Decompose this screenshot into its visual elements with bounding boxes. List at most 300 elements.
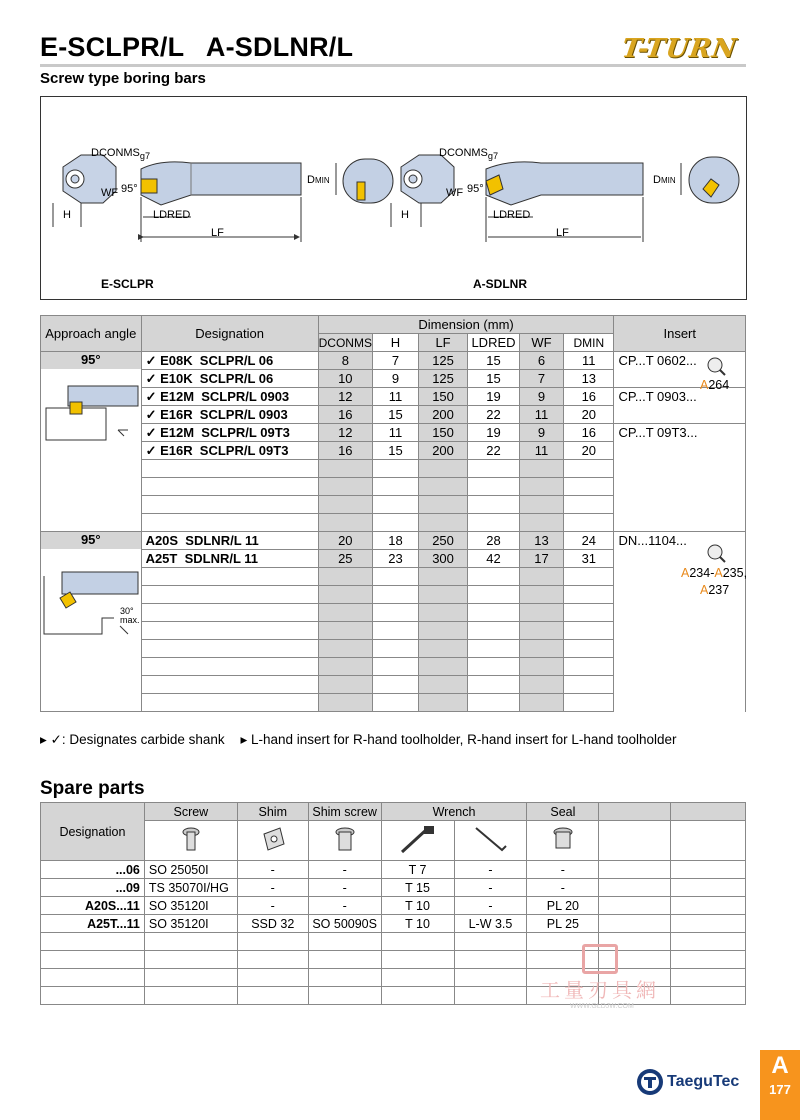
table-row (41, 370, 746, 388)
lf-cell (418, 622, 467, 640)
lf-cell: 125 (418, 352, 467, 370)
dconms-cell (318, 640, 372, 658)
spare-empty-cell (671, 951, 746, 969)
ldred-cell (468, 694, 520, 712)
dconms-cell: 12 (318, 424, 372, 442)
dim-lf-label: LF (211, 227, 224, 239)
wf-cell: 11 (519, 442, 563, 460)
lf-cell: 150 (418, 388, 467, 406)
dmin-cell (564, 568, 614, 586)
spare-empty-cell (671, 933, 746, 951)
dim-dmin-label: DMIN (307, 174, 330, 186)
spare-screw-cell: SO 35120I (144, 915, 237, 933)
wf-cell (519, 622, 563, 640)
insert-cell (614, 406, 746, 424)
h-cell (372, 478, 418, 496)
wf-cell (519, 568, 563, 586)
angle-note-max: max. (120, 615, 140, 625)
lf-cell (418, 496, 467, 514)
dmin-cell: 20 (564, 442, 614, 460)
technical-drawing (40, 96, 747, 300)
h-cell: 7 (372, 352, 418, 370)
ldred-cell (468, 586, 520, 604)
spare-shim-cell (237, 933, 308, 951)
spare-empty-cell (671, 915, 746, 933)
screw-icon (144, 821, 237, 861)
note-hand: ▸ L-hand insert for R-hand toolholder, R-hand insert for L-hand toolholder (240, 732, 677, 747)
dmin-cell (564, 604, 614, 622)
spare-empty-cell (671, 879, 746, 897)
group1-rows (41, 352, 746, 532)
lf-cell (418, 460, 467, 478)
ldred-cell: 15 (468, 352, 520, 370)
dmin-cell: 11 (564, 352, 614, 370)
table-row (41, 532, 746, 550)
wf-cell (519, 478, 563, 496)
spare-shim-cell (237, 969, 308, 987)
group2-rows (41, 532, 746, 712)
approach-angle-value: 95° (41, 352, 141, 369)
taegutec-brand: TaeguTec (667, 1073, 740, 1090)
group2-approach-illustration (42, 568, 142, 640)
h-cell: 23 (372, 550, 418, 568)
h-cell (372, 568, 418, 586)
ldred-cell (468, 676, 520, 694)
insert-cell: DN...1104... (614, 532, 746, 550)
ldred-cell: 19 (468, 424, 520, 442)
designation-cell (141, 478, 318, 496)
header-dconms: DCONMS (318, 335, 372, 350)
insert-cell (614, 604, 746, 622)
designation-cell: ✓ E08K SCLPR/L 06 (141, 352, 318, 370)
dconms-cell (318, 496, 372, 514)
dmin-cell: 13 (564, 370, 614, 388)
spare-shim-screw-cell (308, 933, 381, 951)
spare-empty-cell (599, 879, 671, 897)
spare-shim-screw-cell: - (308, 897, 381, 915)
title-rule (40, 64, 746, 67)
table-row (41, 406, 746, 424)
header-insert: Insert (614, 316, 746, 352)
spare-wrench1-cell: T 10 (381, 897, 454, 915)
dmin-cell (564, 514, 614, 532)
angle-note: 30° (120, 606, 134, 616)
spare-des-cell: A20S...11 (41, 897, 145, 915)
h-cell: 15 (372, 406, 418, 424)
drawing-svg (41, 97, 746, 299)
shim-icon (237, 821, 308, 861)
lf-cell (418, 478, 467, 496)
ldred-cell: 22 (468, 442, 520, 460)
spare-wrench2-cell: L-W 3.5 (454, 915, 527, 933)
h-cell: 15 (372, 442, 418, 460)
header-approach-angle: Approach angle (41, 316, 142, 352)
page-subtitle: Screw type boring bars (40, 70, 206, 87)
wf-cell: 7 (519, 370, 563, 388)
ldred-cell (468, 514, 520, 532)
watermark (540, 944, 660, 1010)
insert-cell (614, 622, 746, 640)
ldred-cell: 19 (468, 388, 520, 406)
lf-cell (418, 514, 467, 532)
insert-cell (614, 694, 746, 712)
spare-header-designation: Designation (41, 803, 145, 861)
table-row (41, 604, 746, 622)
h-cell (372, 586, 418, 604)
table-row (41, 879, 746, 897)
h-cell (372, 640, 418, 658)
ldred-cell (468, 478, 520, 496)
h-cell (372, 514, 418, 532)
spare-empty-cell (671, 861, 746, 879)
spare-header-shim-screw: Shim screw (308, 803, 381, 821)
wf-cell (519, 460, 563, 478)
dim-ldred-label: LDRED (153, 209, 191, 221)
ldred-cell (468, 658, 520, 676)
page-number: 177 (769, 1082, 791, 1097)
lf-cell: 300 (418, 550, 467, 568)
lf-cell (418, 694, 467, 712)
spare-shim-cell (237, 951, 308, 969)
spare-des-cell (41, 969, 145, 987)
table-row (41, 897, 746, 915)
designation-cell (141, 640, 318, 658)
dim-dmin-label-right: DMIN (653, 174, 676, 186)
lf-cell (418, 676, 467, 694)
dmin-cell: 20 (564, 406, 614, 424)
page-title: E-SCLPR/L A-SDLNR/L (40, 32, 354, 62)
h-cell: 9 (372, 370, 418, 388)
spare-header-shim: Shim (237, 803, 308, 821)
dconms-cell (318, 658, 372, 676)
dmin-cell (564, 658, 614, 676)
dim-h-label-right: H (401, 209, 409, 221)
insert-cell (614, 658, 746, 676)
ldred-cell (468, 460, 520, 478)
dmin-cell: 24 (564, 532, 614, 550)
designation-cell (141, 568, 318, 586)
dconms-cell (318, 478, 372, 496)
spare-empty-cell (671, 987, 746, 1005)
spare-des-cell: A25T...11 (41, 915, 145, 933)
insert-cell (614, 676, 746, 694)
table-row (41, 424, 746, 442)
dconms-cell (318, 622, 372, 640)
lf-cell: 250 (418, 532, 467, 550)
h-cell: 18 (372, 532, 418, 550)
spare-des-cell (41, 951, 145, 969)
designation-cell (141, 694, 318, 712)
insert-cell: CP...T 0602... (614, 352, 746, 370)
spare-seal-cell: PL 20 (527, 897, 599, 915)
spare-empty-cell (671, 969, 746, 987)
designation-cell: ✓ E16R SCLPR/L 09T3 (141, 442, 318, 460)
dmin-cell (564, 478, 614, 496)
spare-shim-screw-cell (308, 969, 381, 987)
spare-shim-screw-cell (308, 987, 381, 1005)
designation-cell: ✓ E10K SCLPR/L 06 (141, 370, 318, 388)
h-cell (372, 694, 418, 712)
table-row (41, 568, 746, 586)
spare-shim-cell: - (237, 897, 308, 915)
table-row (41, 550, 746, 568)
spare-header-wrench: Wrench (381, 803, 527, 821)
t-turn-logo: T-TURN (619, 34, 740, 64)
watermark-url: WWW.GLDJW.COM (570, 1003, 634, 1010)
dconms-cell (318, 694, 372, 712)
dim-angle-label: 95° (121, 183, 138, 195)
wf-cell (519, 676, 563, 694)
lf-cell (418, 658, 467, 676)
group1-page-ref[interactable]: A264 (700, 378, 730, 392)
spare-wrench2-cell (454, 969, 527, 987)
designation-cell: A25T SDLNR/L 11 (141, 550, 318, 568)
table-row (41, 352, 746, 370)
ldred-cell: 28 (468, 532, 520, 550)
approach-angle-value: 95° (41, 532, 141, 549)
spare-wrench1-cell (381, 969, 454, 987)
note-carbide: ▸ ✓: Designates carbide shank (40, 732, 225, 747)
h-cell (372, 622, 418, 640)
spare-wrench1-cell (381, 933, 454, 951)
header-ldred: LDRED (468, 334, 520, 352)
table-row (41, 460, 746, 478)
table-row (41, 496, 746, 514)
spare-seal-cell: - (527, 879, 599, 897)
lf-cell: 200 (418, 406, 467, 424)
dconms-cell: 10 (318, 370, 372, 388)
left-caption: E-SCLPR (101, 277, 154, 291)
insert-search-icon-2[interactable] (706, 543, 726, 568)
wf-cell (519, 586, 563, 604)
wf-cell (519, 604, 563, 622)
wf-cell (519, 514, 563, 532)
table-row (41, 915, 746, 933)
insert-cell (614, 478, 746, 496)
spare-wrench1-cell: T 15 (381, 879, 454, 897)
spare-wrench2-cell: - (454, 879, 527, 897)
header-wf: WF (519, 334, 563, 352)
dconms-cell (318, 514, 372, 532)
spare-empty-cell (599, 897, 671, 915)
table-row (41, 586, 746, 604)
spare-shim-screw-cell: - (308, 861, 381, 879)
h-cell (372, 604, 418, 622)
spare-wrench1-cell: T 7 (381, 861, 454, 879)
designation-cell (141, 496, 318, 514)
dmin-cell: 16 (564, 388, 614, 406)
dim-angle-label-right: 95° (467, 183, 484, 195)
spare-seal-cell: - (527, 861, 599, 879)
lf-cell (418, 604, 467, 622)
dmin-cell (564, 622, 614, 640)
spare-empty-cell (671, 897, 746, 915)
wf-cell (519, 658, 563, 676)
insert-cell (614, 640, 746, 658)
ldred-cell: 42 (468, 550, 520, 568)
dmin-cell (564, 586, 614, 604)
header-dmin: DMIN (564, 334, 614, 352)
dim-h-label: H (63, 209, 71, 221)
wf-cell (519, 496, 563, 514)
dconms-cell: 16 (318, 406, 372, 424)
designation-cell (141, 658, 318, 676)
footnotes (40, 732, 677, 748)
table-row (41, 622, 746, 640)
section-tab[interactable] (760, 1050, 800, 1120)
designation-cell: A20S SDLNR/L 11 (141, 532, 318, 550)
dim-dconms-label-right: $DCONMS_{g7}$ (439, 147, 499, 162)
ldred-cell (468, 640, 520, 658)
h-cell (372, 496, 418, 514)
product-table (40, 315, 746, 712)
table-row (41, 640, 746, 658)
lf-cell (418, 640, 467, 658)
wf-cell (519, 640, 563, 658)
designation-cell (141, 676, 318, 694)
dconms-cell (318, 460, 372, 478)
lf-cell: 150 (418, 424, 467, 442)
spare-wrench2-cell: - (454, 897, 527, 915)
wf-cell: 11 (519, 406, 563, 424)
designation-cell: ✓ E16R SCLPR/L 0903 (141, 406, 318, 424)
spare-shim-cell (237, 987, 308, 1005)
spare-shim-cell: SSD 32 (237, 915, 308, 933)
spare-empty-cell (599, 915, 671, 933)
dmin-cell (564, 496, 614, 514)
dmin-cell (564, 676, 614, 694)
spare-des-cell: ...09 (41, 879, 145, 897)
spare-shim-screw-cell (308, 951, 381, 969)
dim-wf-label-right: WF (446, 187, 464, 199)
ldred-cell (468, 568, 520, 586)
insert-cell (614, 496, 746, 514)
ldred-cell: 22 (468, 406, 520, 424)
wf-cell (519, 694, 563, 712)
seal-icon (527, 821, 599, 861)
spare-screw-cell (144, 933, 237, 951)
dmin-cell (564, 460, 614, 478)
torx-wrench-icon (381, 821, 454, 861)
spare-header-screw: Screw (144, 803, 237, 821)
shim-screw-icon (308, 821, 381, 861)
table-row (41, 676, 746, 694)
taegutec-logo-icon (636, 1068, 664, 1101)
designation-cell: ✓ E12M SCLPR/L 09T3 (141, 424, 318, 442)
spare-des-cell (41, 987, 145, 1005)
wf-cell: 17 (519, 550, 563, 568)
group2-page-ref-1[interactable]: A234-A235, (681, 566, 748, 580)
section-letter: A (771, 1052, 789, 1079)
table-row (41, 861, 746, 879)
h-cell (372, 676, 418, 694)
insert-cell: CP...T 0903... (614, 388, 746, 406)
table-row (41, 658, 746, 676)
dmin-cell: 16 (564, 424, 614, 442)
l-wrench-icon (454, 821, 527, 861)
spare-shim-screw-cell: SO 50090S (308, 915, 381, 933)
spare-parts-title: Spare parts (40, 778, 145, 799)
group2-page-ref-2[interactable]: A237 (700, 583, 730, 597)
spare-wrench1-cell (381, 951, 454, 969)
h-cell (372, 460, 418, 478)
spare-screw-cell: SO 35120I (144, 897, 237, 915)
dconms-cell: 16 (318, 442, 372, 460)
header-dimension: Dimension (mm) (318, 316, 614, 334)
dmin-cell: 31 (564, 550, 614, 568)
table-row (41, 442, 746, 460)
designation-cell: ✓ E12M SCLPR/L 0903 (141, 388, 318, 406)
ldred-cell (468, 496, 520, 514)
ldred-cell (468, 622, 520, 640)
wf-cell: 13 (519, 532, 563, 550)
dconms-cell: 12 (318, 388, 372, 406)
dim-lf-label-right: LF (556, 227, 569, 239)
group1-approach-illustration (42, 372, 142, 452)
ldred-cell (468, 604, 520, 622)
designation-cell (141, 586, 318, 604)
spare-wrench1-cell: T 10 (381, 915, 454, 933)
dmin-cell (564, 694, 614, 712)
h-cell (372, 658, 418, 676)
dmin-cell (564, 640, 614, 658)
spare-wrench2-cell (454, 951, 527, 969)
dconms-cell (318, 604, 372, 622)
lf-cell (418, 568, 467, 586)
spare-header-seal: Seal (527, 803, 599, 821)
dconms-cell: 20 (318, 532, 372, 550)
dim-ldred-label-right: LDRED (493, 209, 531, 221)
designation-cell (141, 622, 318, 640)
table-row (41, 514, 746, 532)
spare-screw-cell (144, 987, 237, 1005)
dconms-cell (318, 568, 372, 586)
spare-wrench2-cell: - (454, 861, 527, 879)
wf-cell: 9 (519, 424, 563, 442)
spare-wrench2-cell (454, 987, 527, 1005)
table-row (41, 478, 746, 496)
insert-cell: CP...T 09T3... (614, 424, 746, 442)
dim-dconms-label: $DCONMS_{g7}$ (91, 147, 151, 162)
insert-cell (614, 442, 746, 460)
ldred-cell: 15 (468, 370, 520, 388)
dim-wf-label: WF (101, 187, 119, 199)
spare-wrench2-cell (454, 933, 527, 951)
h-cell: 11 (372, 424, 418, 442)
h-cell: 11 (372, 388, 418, 406)
designation-cell (141, 604, 318, 622)
spare-shim-cell: - (237, 879, 308, 897)
dconms-cell (318, 676, 372, 694)
spare-screw-cell (144, 969, 237, 987)
spare-seal-cell: PL 25 (527, 915, 599, 933)
spare-empty-cell (599, 861, 671, 879)
header-h: H (372, 334, 418, 352)
spare-screw-cell: SO 25050I (144, 861, 237, 879)
insert-cell (614, 514, 746, 532)
designation-cell (141, 460, 318, 478)
table-row (41, 694, 746, 712)
spare-des-cell (41, 933, 145, 951)
spare-shim-screw-cell: - (308, 879, 381, 897)
dconms-cell: 25 (318, 550, 372, 568)
header-lf: LF (418, 334, 467, 352)
header-designation: Designation (141, 316, 318, 352)
spare-wrench1-cell (381, 987, 454, 1005)
wf-cell: 9 (519, 388, 563, 406)
lf-cell (418, 586, 467, 604)
spare-screw-cell (144, 951, 237, 969)
